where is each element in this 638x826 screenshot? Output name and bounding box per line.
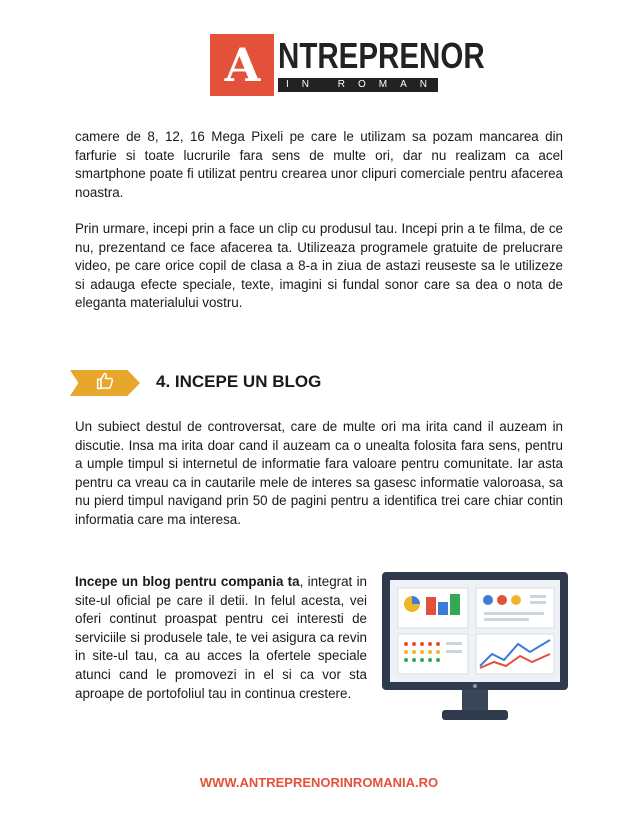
paragraph-camera: camere de 8, 12, 16 Mega Pixeli pe care le utilizam sa pozam mancarea din farfurie si toate lucrurile fara sens de multe ori, dar nu realizam ca acel smartphone poate fi utilizat pentru crearea unor clipuri comerciale pentru afacerea noastra. <box>75 129 563 200</box>
paragraph-body: , integrat in site-ul oficial pe care il detii. In felul acesta, vei oferi continut proaspat pentru cei interesti de serviciile si produsele tale, te vei asigura ca revin in site-ul tau, ca au acces la ofertele speciale atunci cand le promovezi in el si ca vor sta aproape de portofoliul tau in continua crestere. <box>75 574 367 701</box>
logo-tagline: IN ROMANIA <box>278 78 438 92</box>
thumbs-up-icon <box>96 371 116 391</box>
paragraph-blog-intro: Un subiect destul de controversat, care de multe ori ma irita cand il auzeam in discutie. Insa ma irita doar cand il auzeam ca o unealta folosita fara sens, pentru a umple timpul si internetul de informatie fara valoare pentru comunitate. Iar asta pentru ca vreau ca in cautarile mele de interes sa gasesc informatie valoroasa, sa nu pierd timpul navigand prin 50 de pagini pentru a identifica trei care chiar contin informatia care ma interesa. <box>75 419 563 527</box>
section-heading <box>70 368 490 398</box>
monitor-dashboard-icon <box>380 570 570 730</box>
paragraph-video: Prin urmare, incepi prin a face un clip cu produsul tau. Incepi prin a te filma, de ce nu, prezentand ce face afacerea ta. Utilizeaza programele gratuite de prelucrare video, pe care orice copil de clasa a 8-a in ziua de astazi reuseste sa le utilizeze si adauga efecte speciale, texte, imagini si fundal sonor care sa dea o nota de eleganta materialului vostru. <box>75 221 563 311</box>
footer-url[interactable]: WWW.ANTREPRENORINROMANIA.RO <box>199 775 439 790</box>
site-logo[interactable] <box>210 34 485 96</box>
section-title: 4. INCEPE UN BLOG <box>156 372 322 391</box>
logo-badge <box>210 34 274 96</box>
logo-letter: A <box>224 38 260 92</box>
logo-wordmark: NTREPRENOR <box>278 35 485 76</box>
paragraph-lead: Incepe un blog pentru compania ta <box>75 574 300 589</box>
paragraph-blog-company <box>75 573 367 703</box>
